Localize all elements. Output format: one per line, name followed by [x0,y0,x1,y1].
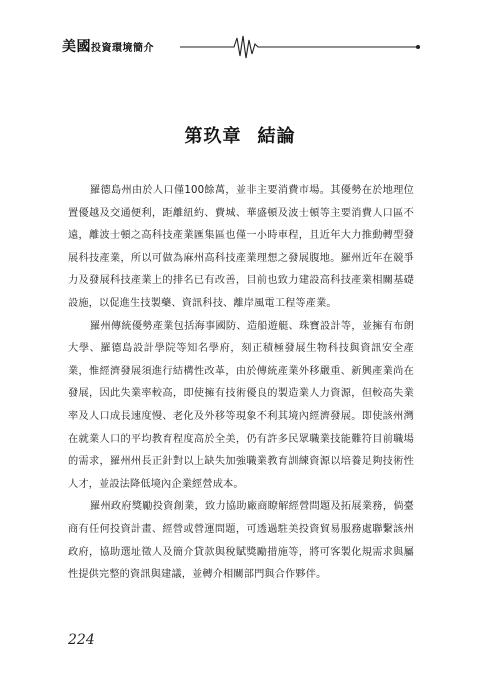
chapter-heading [0,122,480,148]
chapter-name: 結論 [257,126,296,147]
body-text [68,180,414,587]
header-title-sub: 投資環境簡介 [91,43,154,54]
heartbeat-wave-icon [230,36,262,58]
paragraph: 羅州政府獎勵投資創業，致力協助廠商瞭解經營問題及拓展業務，倘臺商有任何投資計畫、經營或營運問題，可透過駐美投資貿易服務處聯繫該州政府，協助選址徵人及簡介貸款與稅賦獎勵措施等，將可客製化規需求與屬性提供完整的資訊與建議，並轉介相關部門與合作夥伴。 [68,501,414,581]
chapter-number: 第玖章 [184,126,242,147]
running-header [62,32,420,60]
header-title-main: 美國 [62,39,91,55]
header-rule-end-dot [416,45,420,49]
page-number: 224 [68,632,95,648]
header-title [62,36,154,56]
paragraph: 羅州傳統優勢產業包括海事國防、造船遊艇、珠寶設計等，並擁有布朗大學、羅德島設計學院等知名學府，刻正積極發展生物科技與資訊安全產業，惟經濟發展須進行結構性改革，由於傳統產業外移嚴重、新興產業尚在發展，因此失業率較高，即使擁有技術優良的製造業人力資源，但較高失業率及人口成長速度慢、老化及外移等現象不利其境內經濟發展。即使該州灣在就業人口的平均教育程度高於全美，仍有許多民眾職業技能難符目前職場的需求，羅州州長正針對以上缺失加強職業教育訓練資源以培養足夠技術性人才，並設法降低境內企業經營成本。 [68,320,414,490]
paragraph: 羅德島州由於人口僅100餘萬，並非主要消費市場。其優勢在於地理位置優越及交通便利，距離紐約、費城、華盛頓及波士頓等主要消費人口區不遠，離波士頓之高科技產業匯集區也僅一小時車程，且近年大力推動轉型發展科技產業，所以可做為麻州高科技產業理想之發展腹地。羅州近年在競爭力及發展科技產業上的排名已有改善，目前也致力建設高科技產業相關基礎設施，以促進生技製藥、資訊科技、離岸風電工程等產業。 [68,185,414,309]
